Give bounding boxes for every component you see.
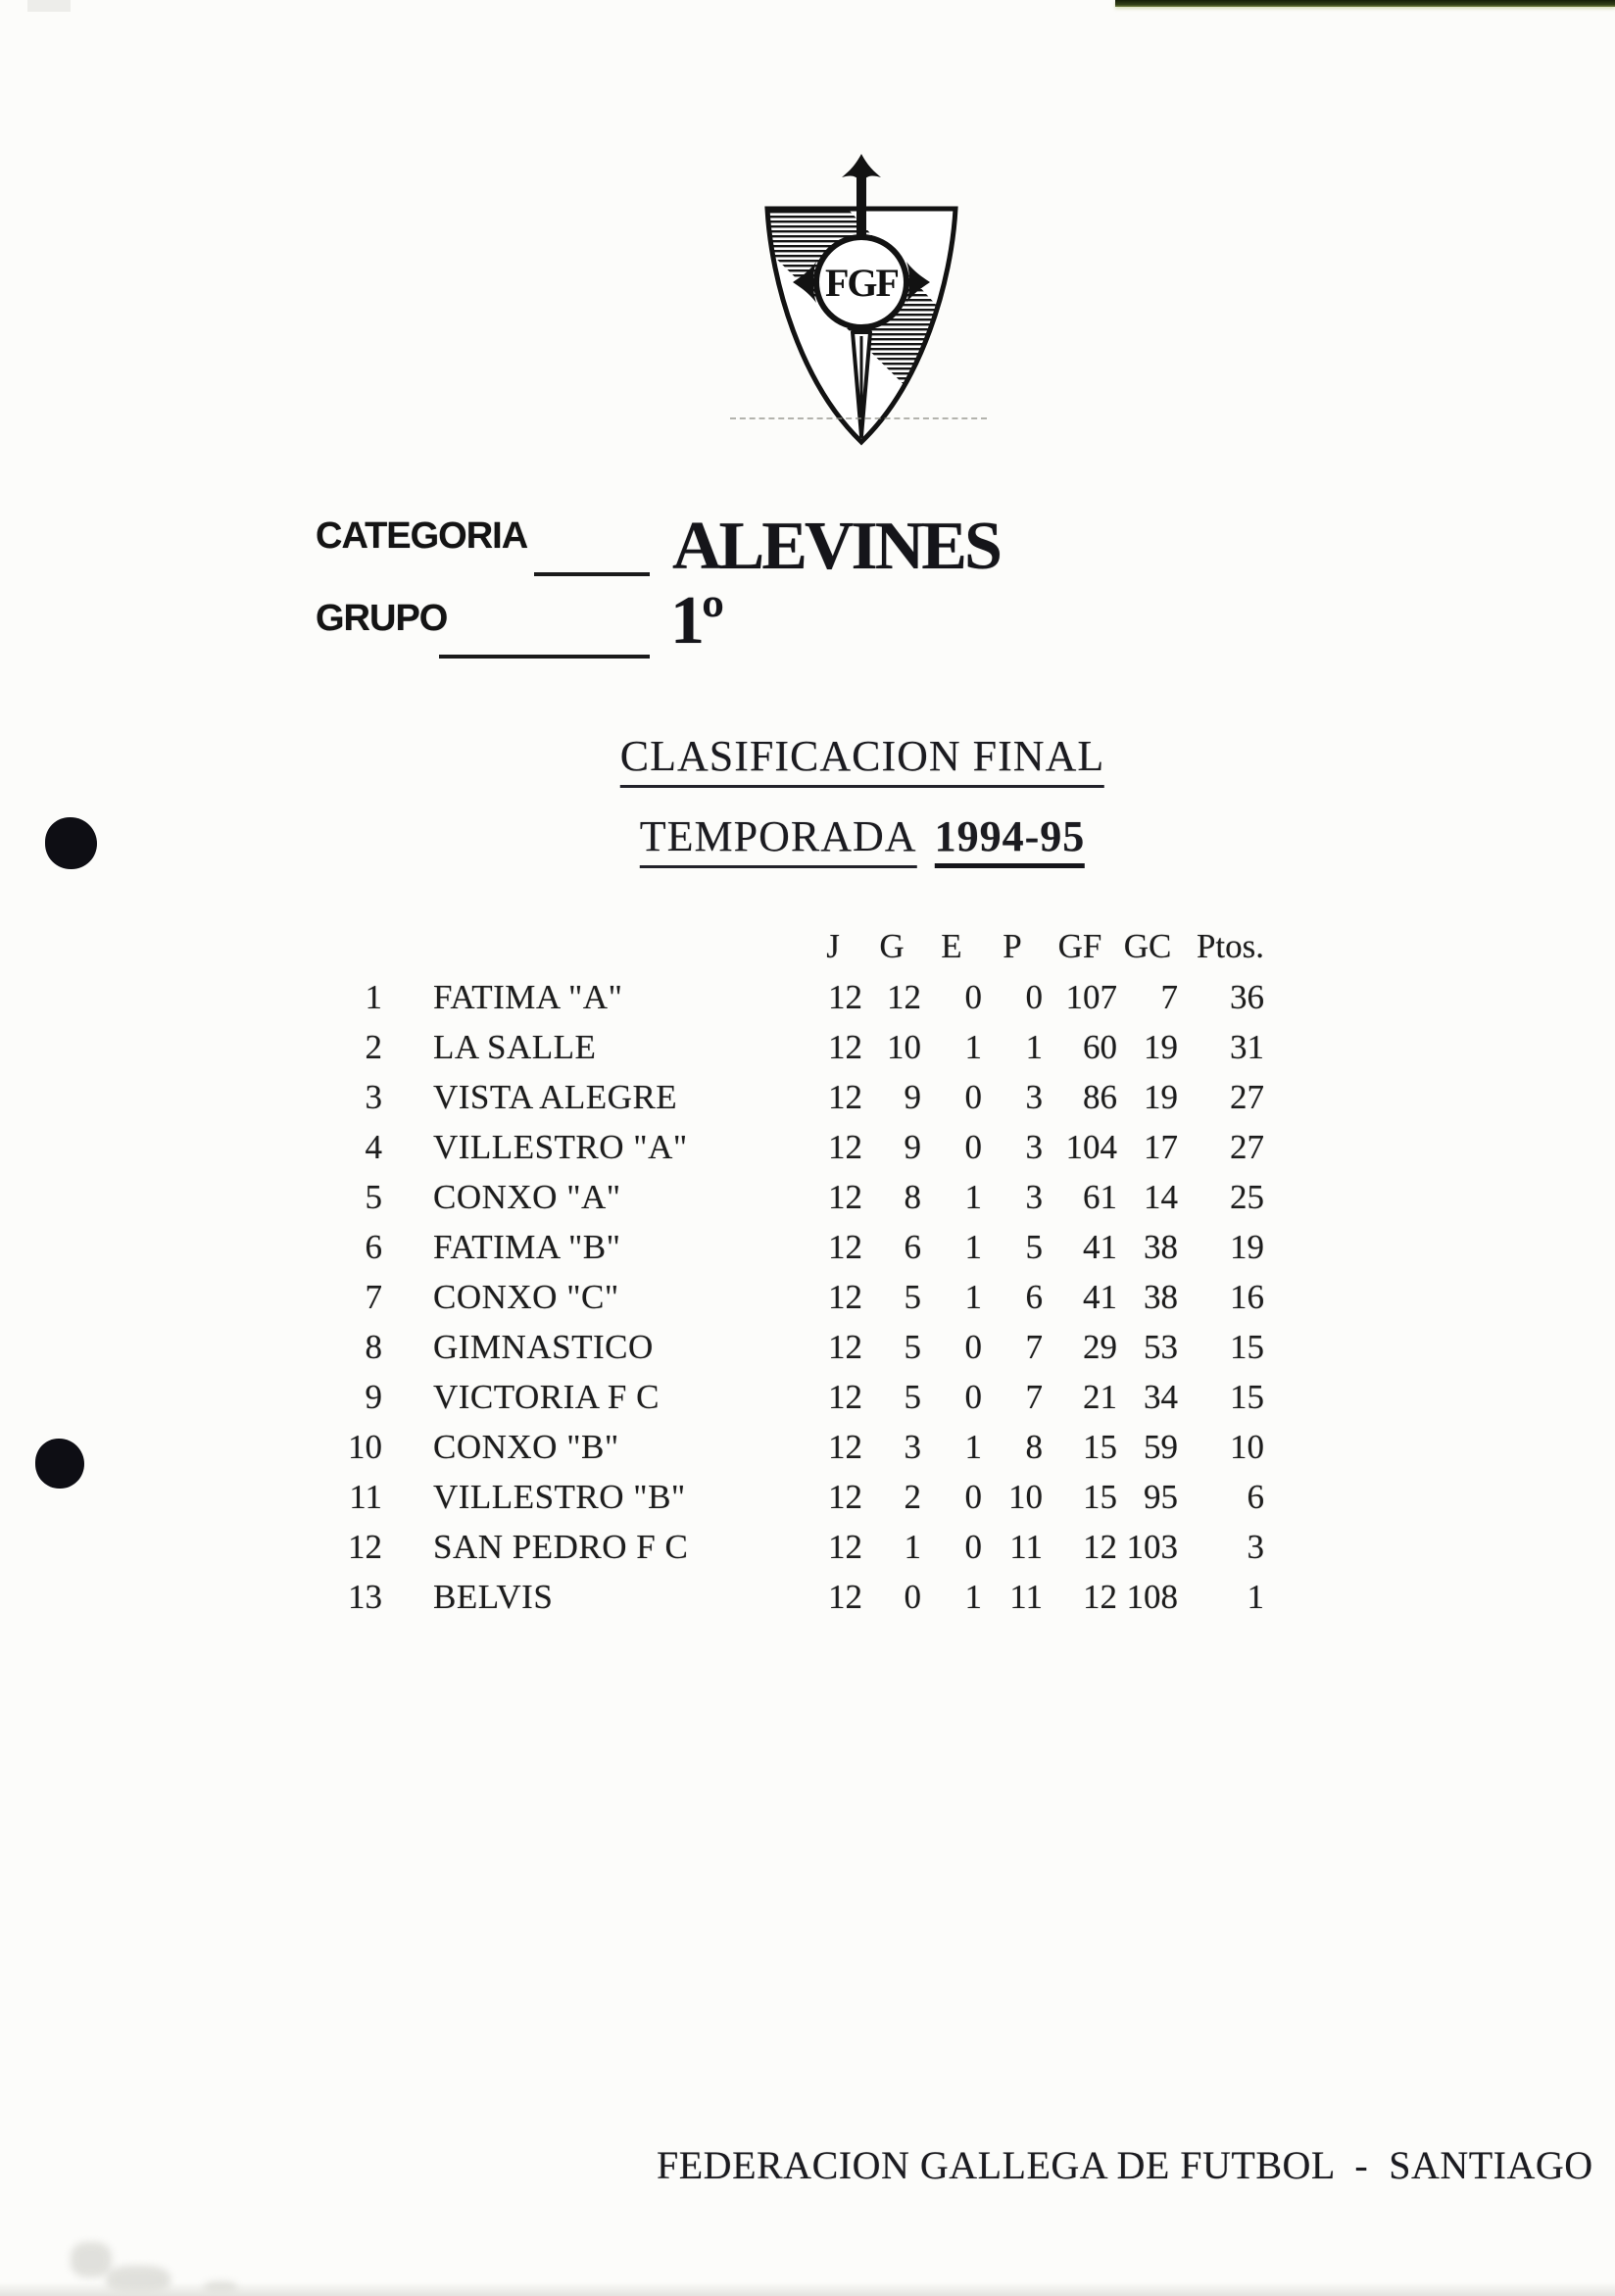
rank-cell: 4	[365, 1128, 382, 1166]
stat-cell-e: 0	[964, 978, 982, 1016]
rank-cell: 5	[365, 1178, 382, 1216]
col-header-g: G	[879, 927, 905, 965]
stat-cell-ptos: 27	[1230, 1128, 1264, 1166]
stat-cell-g: 10	[887, 1028, 921, 1066]
stat-cell-p: 7	[1025, 1328, 1043, 1366]
stat-cell-ptos: 25	[1230, 1178, 1264, 1216]
stat-cell-p: 0	[1025, 978, 1043, 1016]
stat-cell-j: 12	[828, 1028, 862, 1066]
team-name-cell: VISTA ALEGRE	[433, 1078, 678, 1116]
stat-cell-g: 12	[887, 978, 921, 1016]
categoria-label: CATEGORIA	[316, 515, 528, 557]
stat-cell-gf: 61	[1083, 1178, 1117, 1216]
stat-cell-p: 6	[1025, 1278, 1043, 1316]
stat-cell-p: 3	[1025, 1078, 1043, 1116]
stat-cell-gc: 95	[1144, 1478, 1178, 1516]
stat-cell-gf: 41	[1083, 1278, 1117, 1316]
table-body	[333, 972, 1264, 1622]
table-row	[333, 1422, 1264, 1472]
rank-cell: 13	[348, 1578, 382, 1616]
stat-cell-ptos: 36	[1230, 978, 1264, 1016]
federation-crest-shield-icon	[754, 152, 971, 458]
table-row	[333, 1372, 1264, 1422]
rank-cell: 11	[349, 1478, 382, 1516]
stat-cell-p: 8	[1025, 1428, 1043, 1466]
table-row	[333, 1572, 1264, 1622]
scan-edge-green-strip	[1115, 0, 1615, 7]
document-title	[620, 731, 1104, 781]
scan-artifact-dashed-line	[730, 417, 987, 419]
stat-cell-j: 12	[828, 1328, 862, 1366]
stat-cell-gc: 34	[1144, 1378, 1178, 1416]
stat-cell-j: 12	[828, 1228, 862, 1266]
subtitle-temporada: TEMPORADA	[640, 812, 917, 868]
stat-cell-e: 0	[964, 1078, 982, 1116]
stat-cell-e: 0	[964, 1528, 982, 1566]
federation-crest	[754, 152, 971, 458]
stat-cell-j: 12	[828, 1528, 862, 1566]
team-name-cell: LA SALLE	[433, 1028, 597, 1066]
stat-cell-p: 3	[1025, 1128, 1043, 1166]
stat-cell-g: 1	[904, 1528, 921, 1566]
stat-cell-gc: 17	[1144, 1128, 1178, 1166]
table-row	[333, 1322, 1264, 1372]
table-row	[333, 1122, 1264, 1172]
stat-cell-g: 2	[904, 1478, 921, 1516]
stat-cell-ptos: 15	[1230, 1328, 1264, 1366]
table-row	[333, 1522, 1264, 1572]
footer-federation-name: FEDERACION GALLEGA DE FUTBOL - SANTIAGO	[657, 2143, 1593, 2187]
stat-cell-ptos: 19	[1230, 1228, 1264, 1266]
stat-cell-gf: 104	[1065, 1128, 1117, 1166]
col-header-e: E	[941, 927, 962, 965]
stat-cell-ptos: 3	[1247, 1528, 1264, 1566]
table-row	[333, 1472, 1264, 1522]
stat-cell-gc: 38	[1144, 1278, 1178, 1316]
categoria-blank-line	[534, 572, 650, 576]
team-name-cell: GIMNASTICO	[433, 1328, 654, 1366]
stat-cell-j: 12	[828, 978, 862, 1016]
stat-cell-gf: 15	[1083, 1428, 1117, 1466]
stat-cell-g: 9	[904, 1078, 921, 1116]
rank-cell: 6	[365, 1228, 382, 1266]
grupo-label: GRUPO	[316, 598, 448, 639]
stat-cell-g: 9	[904, 1128, 921, 1166]
stat-cell-g: 8	[904, 1178, 921, 1216]
rank-cell: 7	[365, 1278, 382, 1316]
stat-cell-j: 12	[828, 1128, 862, 1166]
grupo-value: 1º	[670, 583, 722, 659]
team-name-cell: CONXO "C"	[433, 1278, 619, 1316]
team-name-cell: BELVIS	[433, 1578, 554, 1616]
grupo-blank-line	[439, 655, 650, 659]
scan-edge-bottom-strip	[0, 2282, 1615, 2296]
team-name-cell: VILLESTRO "B"	[433, 1478, 686, 1516]
team-name-cell: FATIMA "B"	[433, 1228, 621, 1266]
stat-cell-e: 0	[964, 1478, 982, 1516]
stat-cell-g: 0	[904, 1578, 921, 1616]
stat-cell-gf: 12	[1083, 1578, 1117, 1616]
stat-cell-g: 3	[904, 1428, 921, 1466]
col-header-p: P	[1003, 927, 1022, 965]
stat-cell-gf: 29	[1083, 1328, 1117, 1366]
stat-cell-p: 3	[1025, 1178, 1043, 1216]
rank-cell: 12	[348, 1528, 382, 1566]
stat-cell-e: 1	[964, 1278, 982, 1316]
rank-cell: 10	[348, 1428, 382, 1466]
hole-punch-dot	[35, 1439, 84, 1489]
stat-cell-e: 1	[964, 1578, 982, 1616]
stat-cell-gc: 19	[1144, 1078, 1178, 1116]
stat-cell-ptos: 6	[1247, 1478, 1264, 1516]
stat-cell-p: 7	[1025, 1378, 1043, 1416]
stat-cell-ptos: 16	[1230, 1278, 1264, 1316]
team-name-cell: CONXO "B"	[433, 1428, 619, 1466]
stat-cell-gf: 21	[1083, 1378, 1117, 1416]
stat-cell-j: 12	[828, 1078, 862, 1116]
stat-cell-gc: 59	[1144, 1428, 1178, 1466]
stat-cell-gc: 14	[1144, 1178, 1178, 1216]
stat-cell-e: 1	[964, 1228, 982, 1266]
stat-cell-e: 0	[964, 1328, 982, 1366]
categoria-value: ALEVINES	[672, 509, 1000, 584]
stat-cell-gf: 86	[1083, 1078, 1117, 1116]
table-row	[333, 1022, 1264, 1072]
stat-cell-j: 12	[828, 1378, 862, 1416]
stat-cell-gc: 7	[1160, 978, 1178, 1016]
stat-cell-g: 5	[904, 1328, 921, 1366]
table-row	[333, 1072, 1264, 1122]
hole-punch-dot	[45, 817, 97, 869]
table-row	[333, 972, 1264, 1022]
stat-cell-e: 1	[964, 1428, 982, 1466]
table-row	[333, 1222, 1264, 1272]
rank-cell: 2	[365, 1028, 382, 1066]
document-subtitle	[640, 811, 1085, 861]
stat-cell-gc: 38	[1144, 1228, 1178, 1266]
stat-cell-gf: 107	[1065, 978, 1117, 1016]
stat-cell-gc: 19	[1144, 1028, 1178, 1066]
col-header-j: J	[826, 927, 840, 965]
team-name-cell: VILLESTRO "A"	[433, 1128, 688, 1166]
stat-cell-ptos: 27	[1230, 1078, 1264, 1116]
stat-cell-g: 5	[904, 1278, 921, 1316]
rank-cell: 1	[365, 978, 382, 1016]
standings-table	[333, 921, 1264, 1622]
stat-cell-g: 6	[904, 1228, 921, 1266]
team-name-cell: CONXO "A"	[433, 1178, 621, 1216]
stat-cell-j: 12	[828, 1428, 862, 1466]
stat-cell-gc: 103	[1126, 1528, 1178, 1566]
col-header-ptos: Ptos.	[1196, 927, 1264, 965]
scan-smudge	[71, 2242, 112, 2277]
rank-cell: 9	[365, 1378, 382, 1416]
team-name-cell: SAN PEDRO F C	[433, 1528, 689, 1566]
stat-cell-gf: 60	[1083, 1028, 1117, 1066]
table-row	[333, 1272, 1264, 1322]
stat-cell-gf: 12	[1083, 1528, 1117, 1566]
stat-cell-e: 0	[964, 1378, 982, 1416]
stat-cell-ptos: 15	[1230, 1378, 1264, 1416]
scan-speck	[27, 0, 71, 12]
stat-cell-gc: 108	[1126, 1578, 1178, 1616]
rank-cell: 3	[365, 1078, 382, 1116]
team-name-cell: VICTORIA F C	[433, 1378, 660, 1416]
stat-cell-p: 11	[1009, 1528, 1043, 1566]
stat-cell-ptos: 1	[1247, 1578, 1264, 1616]
stat-cell-j: 12	[828, 1278, 862, 1316]
team-name-cell: FATIMA "A"	[433, 978, 623, 1016]
stat-cell-ptos: 31	[1230, 1028, 1264, 1066]
stat-cell-j: 12	[828, 1578, 862, 1616]
table-row	[333, 1172, 1264, 1222]
table-header-row	[333, 921, 1264, 972]
stat-cell-gf: 15	[1083, 1478, 1117, 1516]
stat-cell-p: 11	[1009, 1578, 1043, 1616]
stat-cell-j: 12	[828, 1478, 862, 1516]
stat-cell-e: 1	[964, 1028, 982, 1066]
stat-cell-g: 5	[904, 1378, 921, 1416]
stat-cell-p: 5	[1025, 1228, 1043, 1266]
stat-cell-gf: 41	[1083, 1228, 1117, 1266]
subtitle-season: 1994-95	[935, 812, 1086, 868]
title-clasificacion-final: CLASIFICACION FINAL	[620, 732, 1104, 788]
stat-cell-e: 0	[964, 1128, 982, 1166]
stat-cell-p: 1	[1025, 1028, 1043, 1066]
col-header-gc: GC	[1123, 927, 1172, 965]
rank-cell: 8	[365, 1328, 382, 1366]
stat-cell-gc: 53	[1144, 1328, 1178, 1366]
stat-cell-j: 12	[828, 1178, 862, 1216]
col-header-gf: GF	[1057, 927, 1102, 965]
crest-monogram: FGF	[825, 261, 898, 305]
stat-cell-ptos: 10	[1230, 1428, 1264, 1466]
stat-cell-e: 1	[964, 1178, 982, 1216]
stat-cell-p: 10	[1008, 1478, 1043, 1516]
